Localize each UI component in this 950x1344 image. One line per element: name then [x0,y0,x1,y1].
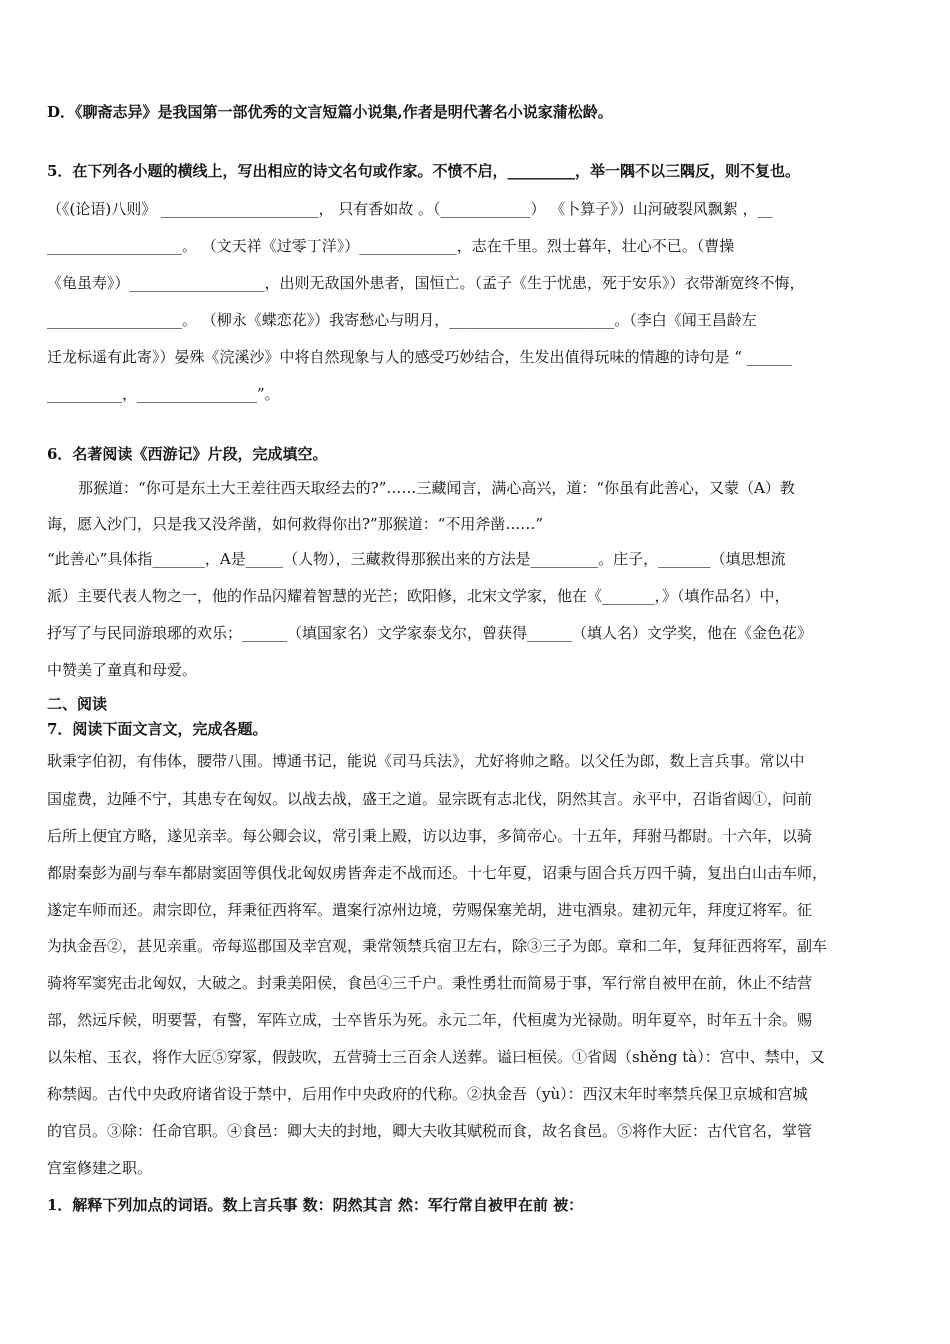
option-d: D．《聊斋志异》是我国第一部优秀的文言短篇小说集,作者是明代著名小说家蒲松龄。 [47,103,613,121]
excerpt-text: 诲，愿入沙门，只是我又没斧凿，如何救得你出?”那猴道：“不用斧凿……” [47,515,544,533]
question-5-line: __________________。 （文天祥《过零丁洋》）_____________，志在千里。烈士暮年，壮心不已。（曹操 [47,237,735,255]
question-5-line: 《龟虽寿》）__________________，出则无敌国外患者，国恒亡。（孟子《生于忧患，死于安乐》）衣带渐宽终不悔， [47,274,805,292]
classical-text: 后所上便宜方略，遂见亲幸。每公卿会议，常引秉上殿，访以边事，多简帝心。十五年，拜驸马都尉。十六年，以骑 [47,827,813,845]
annotation-text: 称禁闼。古代中央政府诸省设于禁中，后用作中央政府的代称。②执金吾（yù）：西汉末年时率禁兵保卫京城和宫城 [47,1085,808,1103]
question-5-line: 迁龙标遥有此寄》）晏殊《浣溪沙》中将自然现象与人的感受巧妙结合，生发出值得玩味的情趣的诗句是 “ ______ [47,348,792,366]
question-5-line: （《(论语)八则》 _____________________， 只有香如故 。（____________） 《卜算子》）山河破裂风飘絮 ，__ [47,200,773,218]
classical-text: 都尉秦彭为副与奉车都尉窦固等俱伐北匈奴虏皆奔走不战而还。十七年夏，诏秉与固合兵万四千骑，复出白山击车师， [47,864,828,882]
question-6-line: 中赞美了童真和母爱。 [47,661,198,679]
question-6-line: 抒写了与民同游琅琊的欢乐；______（填国家名）文学家泰戈尔，曾获得______（填人名）文学奖，他在《金色花》 [47,624,813,642]
question-6-line: “此善心”具体指_______，A是_____（人物），三藏救得那猴出来的方法是_________。庄子，_______（填思想流 [47,550,786,568]
question-5-line: __________，________________”。 [47,385,280,403]
excerpt-text: 那猴道：“你可是东土大王差往西天取经去的?”……三藏闻言，满心高兴，道：“你虽有此善心，又蒙（A）教 [78,479,795,497]
question-7-sub-1: 1．解释下列加点的词语。数上言兵事 数：阴然其言 然：军行常自被甲在前 被： [47,1196,584,1214]
classical-text: 耿秉字伯初，有伟体，腰带八围。博通书记，能说《司马兵法》，尤好将帅之略。以父任为郎，数上言兵事。常以中 [47,752,805,770]
question-6-line: 派）主要代表人物之一，他的作品闪耀着智慧的光芒；欧阳修，北宋文学家，他在《_______，》（填作品名）中， [47,587,790,605]
annotation-text: 宫室修建之职。 [47,1159,153,1177]
classical-text: 以朱棺、玉衣，将作大匠⑤穿冢，假鼓吹，五营骑士三百余人送葬。谥曰桓侯。①省闼（shěng tà）：宫中、禁中，又 [47,1048,825,1066]
classical-text: 国虚费，边陲不宁，其患专在匈奴。以战去战，盛王之道。显宗既有志北伐，阴然其言。永平中，召诣省闼①，问前 [47,790,813,808]
question-5-line: __________________。 （柳永《蝶恋花》）我寄愁心与明月，______________________。（李白《闻王昌龄左 [47,311,757,329]
classical-text: 部，然远斥候，明要誓，有警，军阵立成，士卒皆乐为死。永元二年，代桓虞为光禄勋。明年夏卒，时年五十余。赐 [47,1011,813,1029]
annotation-text: 的官员。③除：任命官职。④食邑：卿大夫的封地，卿大夫收其赋税而食，故名食邑。⑤将作大匠：古代官名，掌管 [47,1122,813,1140]
section-heading: 二、阅读 [47,695,108,713]
question-5-stem: 5．在下列各小题的横线上，写出相应的诗文名句或作家。不愤不启，_________，举一隅不以三隅反，则不复也。 [47,162,800,180]
classical-text: 为执金吾②，甚见亲重。帝每巡郡国及幸宫观，秉常领禁兵宿卫左右，除③三子为郎。章和二年，复拜征西将军，副车 [47,937,828,955]
classical-text: 遂定车师而还。肃宗即位，拜秉征西将军。遣案行凉州边境，劳赐保塞羌胡，进屯酒泉。建初元年，拜度辽将军。征 [47,901,813,919]
question-7-stem: 7．阅读下面文言文，完成各题。 [47,720,268,738]
question-6-stem: 6．名著阅读《西游记》片段，完成填空。 [47,445,328,463]
classical-text: 骑将军窦宪击北匈奴，大破之。封秉美阳侯，食邑④三千户。秉性勇壮而简易于事，军行常自被甲在前，休止不结营 [47,974,813,992]
